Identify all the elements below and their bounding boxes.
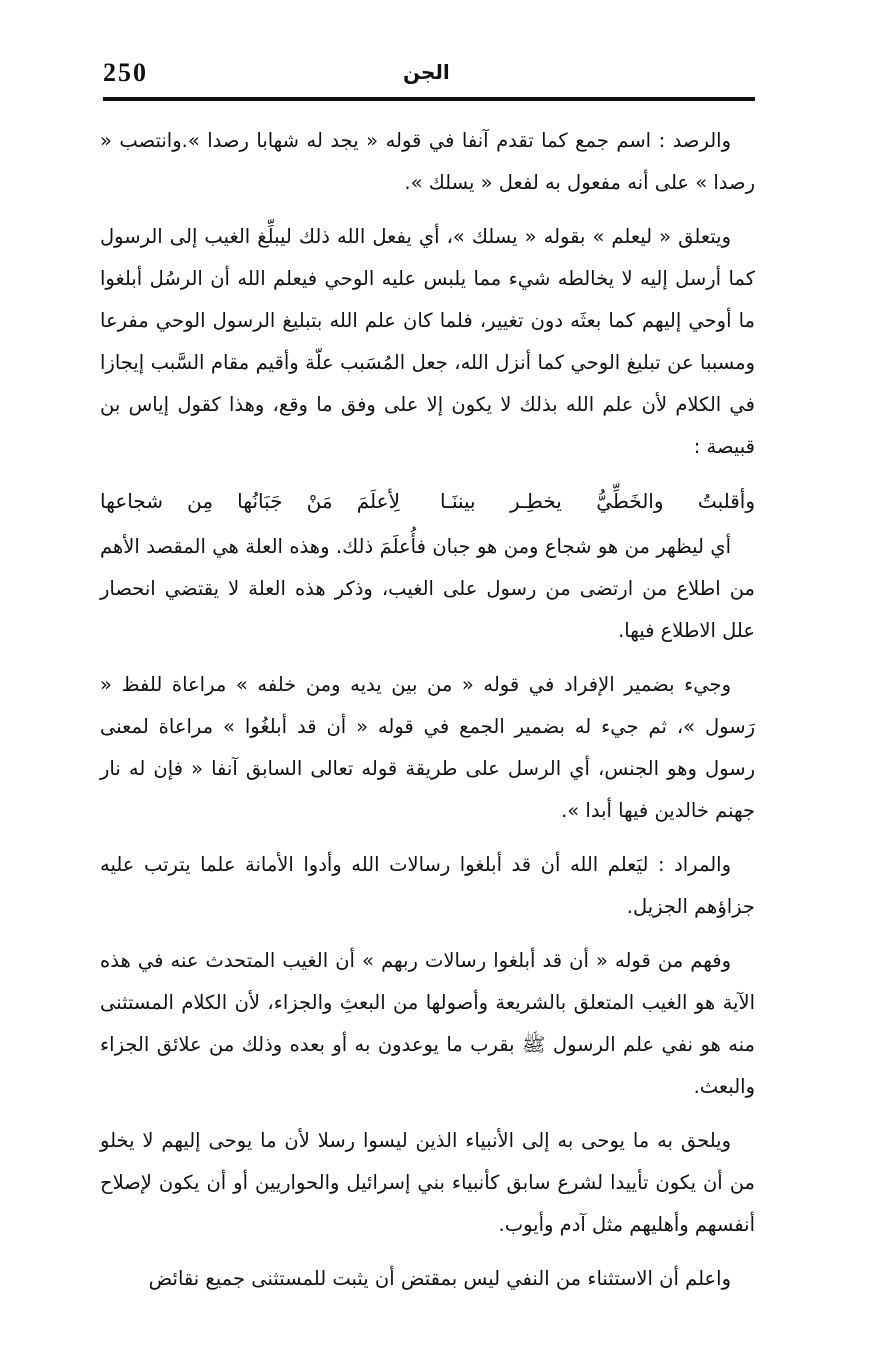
paragraph-6: وفهم من قوله « أن قد أبلغوا رسالات ربهم » أن الغيب المتحدث عنه في هذه الآية هو الغيب المتعلق بالشريعة وأصولها من البعثِ والجزاء، لأن الكلام المستثنى منه هو نفي علم الرسول ﷺ بقرب ما يوعدون به أو بعده وذلك من علائق الجزاء والبعث.	[100, 949, 755, 1098]
paragraph-4: وجيء بضمير الإفراد في قوله « من بين يديه ومن خلفه » مراعاة للفظ « رَسول »، ثم جيء له بضمير الجمع في قوله « أن قد أبلغُوا » مراعاة لمعنى رسول وهو الجنس، أي الرسل على طريقة قوله تعالى السابق آنفا « فإن له نار جهنم خالدين فيها أبدا ».	[100, 673, 755, 822]
running-title: الجن	[403, 60, 450, 84]
paragraph-1: والرصد : اسم جمع كما تقدم آنفا في قوله « يجد له شهابا رصدا ».وانتصب « رصدا » على أنه مفعول به لفعل « يسلك ».	[100, 129, 755, 194]
page-header	[103, 58, 753, 94]
paragraph-2: ويتعلق « ليعلم » بقوله « يسلك »، أي يفعل الله ذلك ليبلِّغ الغيب إلى الرسول كما أرسل إليه لا يخالطه شيء مما يلبس عليه الوحي فيعلم الله أن الرسُل أبلغوا ما أوحي إليهم كما بعثَه دون تغيير، فلما كان علم الله بتبليغ الرسول الوحي مفرعا ومسببا عن تبليغ الوحي كما أنزل الله، جعل المُسَبب علّة وأقيم مقام السَّبب إيجازا في الكلام لأن علم الله بذلك لا يكون إلا على وفق ما وقع، وهذا كقول إياس بن قبيصة :	[100, 225, 755, 458]
paragraph-8: واعلم أن الاستثناء من النفي ليس بمقتض أن يثبت للمستثنى جميع نقائض	[148, 1267, 731, 1290]
paragraph-7: ويلحق به ما يوحى به إلى الأنبياء الذين ليسوا رسلا لأن ما يوحى إليهم لا يخلو من أن يكون تأييدا لشرع سابق كأنبياء بني إسرائيل والحواريين أو أن يكون لإصلاح أنفسهم وأهليهم مثل آدم وأيوب.	[100, 1129, 755, 1236]
verse-second-hemistich: لِأعلَمَ مَنْ جَبَانُها مِن شجاعها	[100, 489, 400, 513]
page-body	[100, 120, 755, 1312]
page-number: 250	[103, 58, 148, 87]
paragraph-5: والمراد : ليَعلم الله أن قد أبلغوا رسالات الله وأدوا الأمانة علما يترتب عليه جزاؤهم الجزيل.	[100, 853, 755, 918]
header-rule	[103, 97, 755, 101]
verse-first-hemistich: وأقلبتُ والخَطِّيُّ يخطِـر بيننَـا	[440, 489, 755, 513]
paragraph-3: أي ليظهر من هو شجاع ومن هو جبان فأُعلَمَ ذلك. وهذه العلة هي المقصد الأهم من اطلاع من ارتضى من رسول على الغيب، وذكر هذه العلة لا يقتضي انحصار علل الاطلاع فيها.	[100, 535, 755, 642]
poetry-verse	[100, 480, 755, 522]
